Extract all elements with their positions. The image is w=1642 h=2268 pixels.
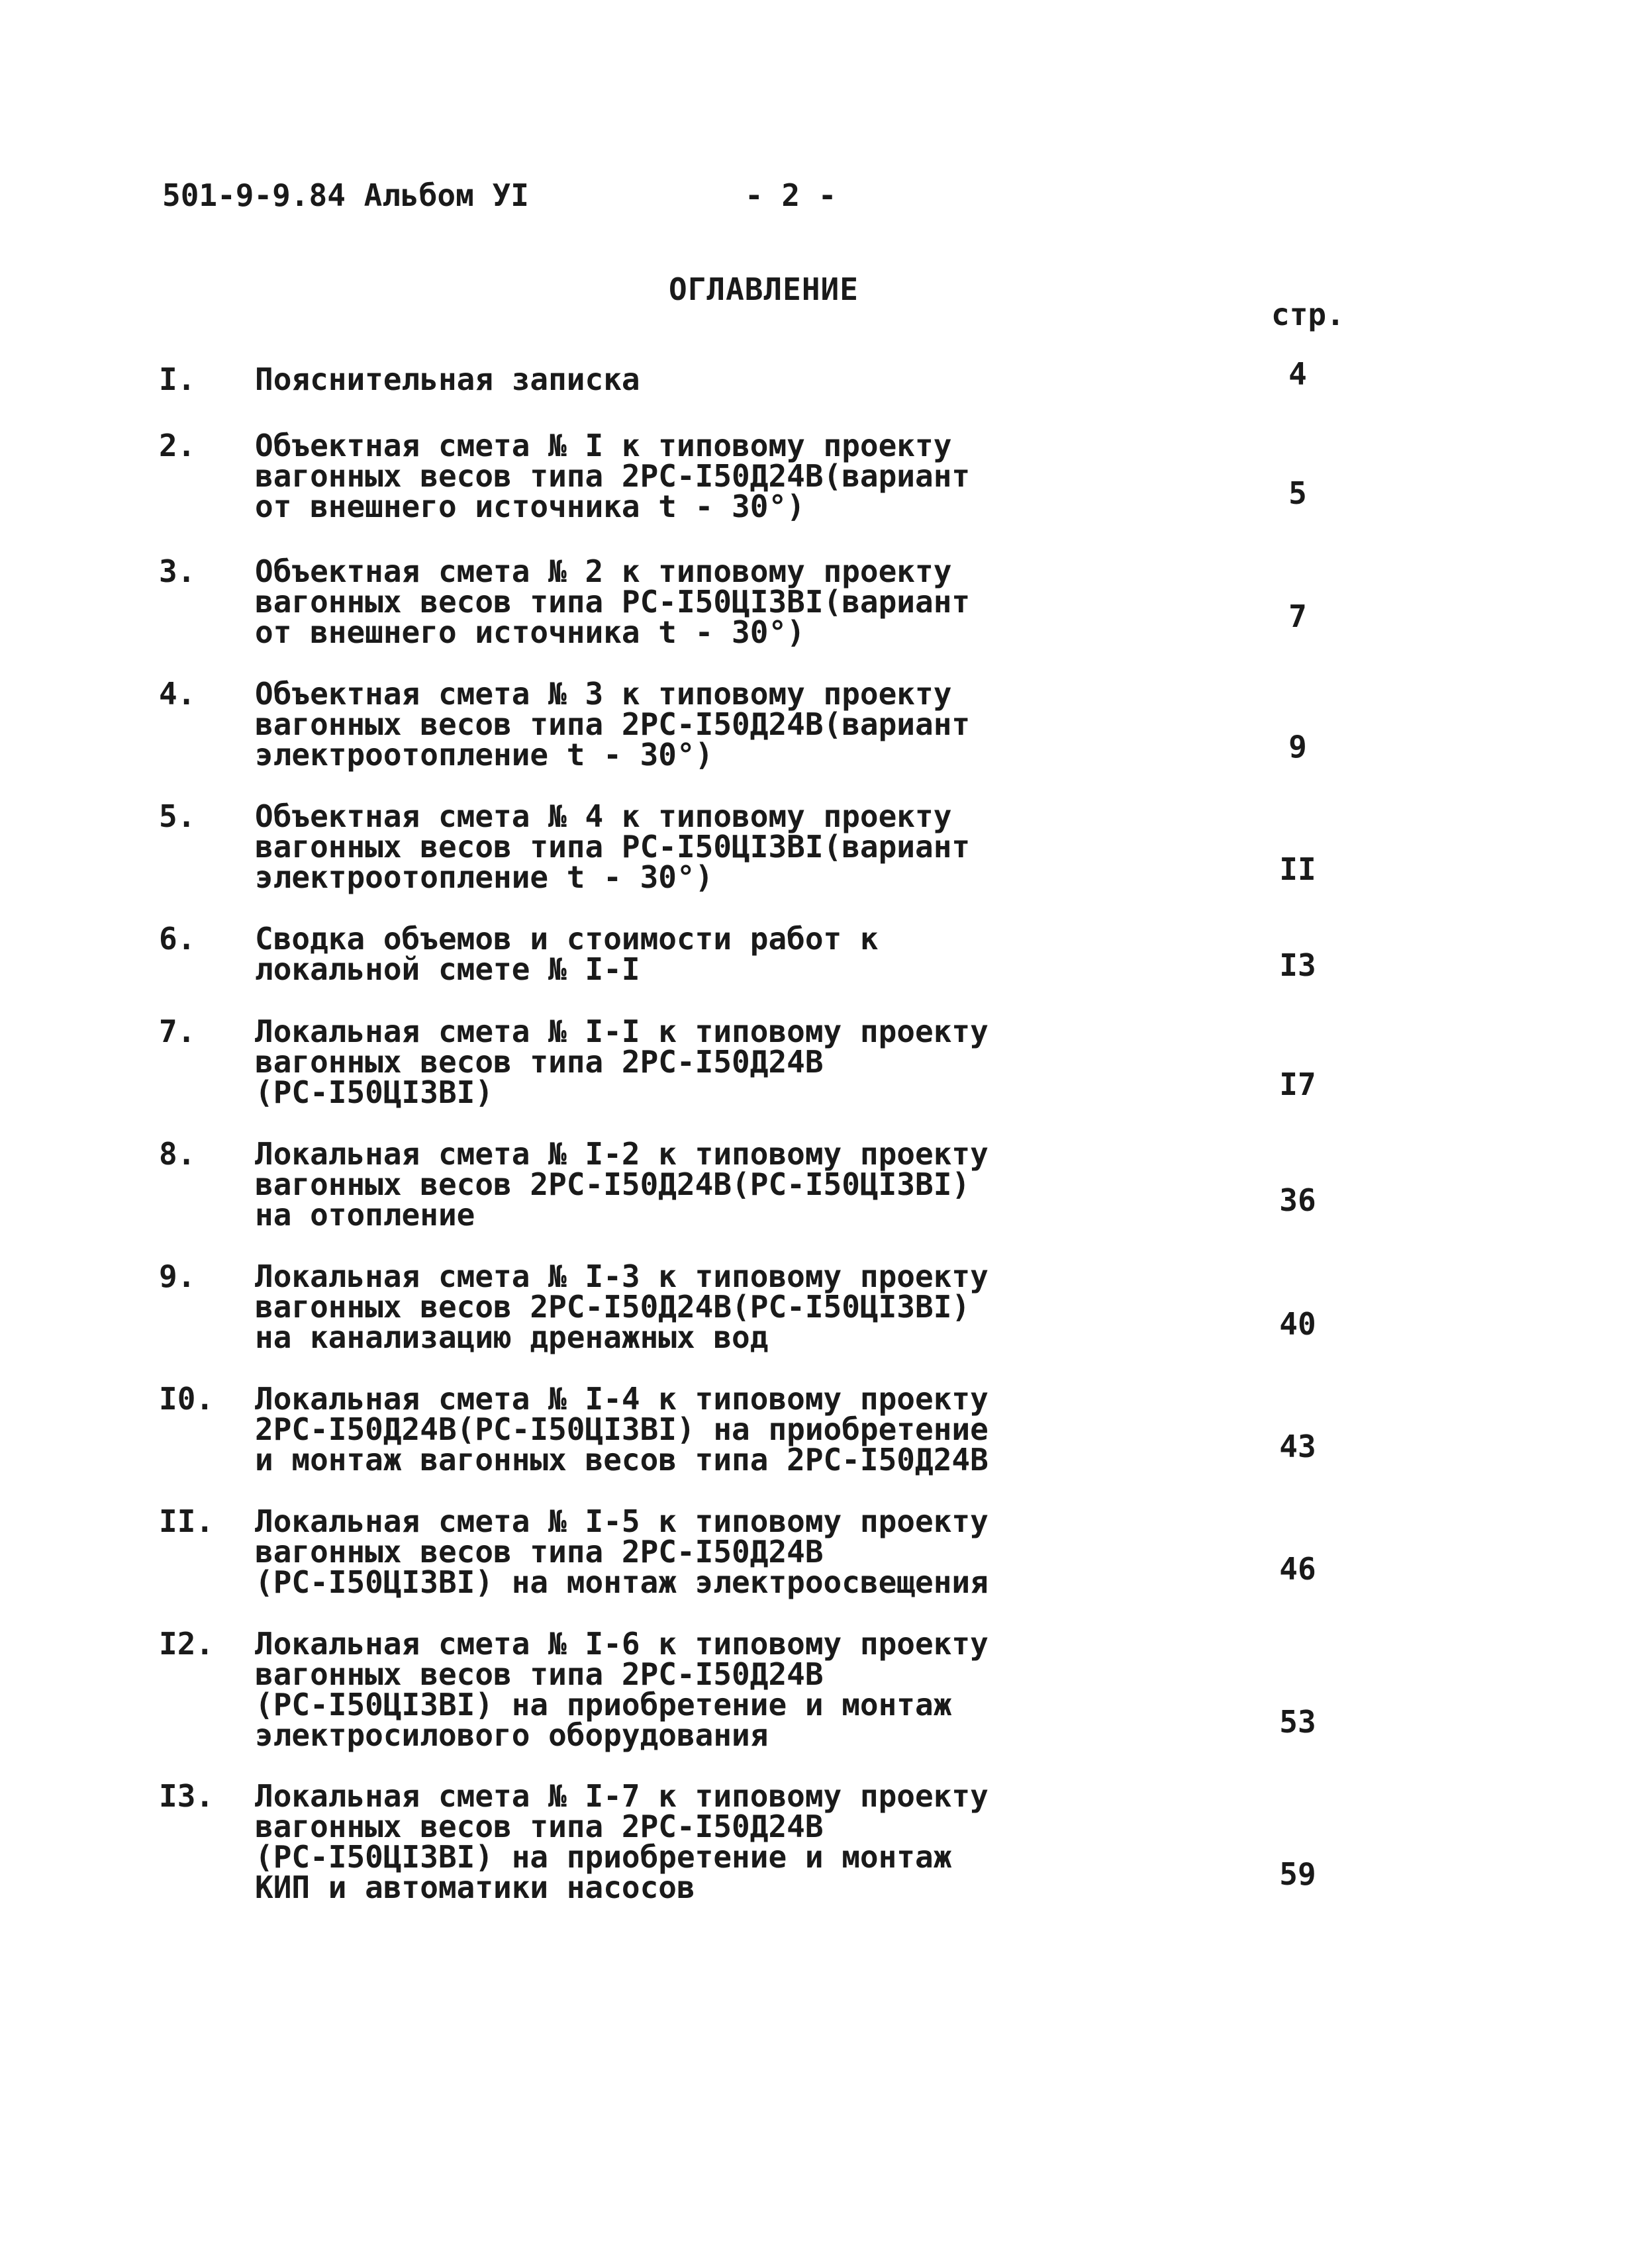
entry-title: Локальная смета № I-4 к типовому проекту 2РС-I50Д24В(РС-I50ЦI3ВI) на приобретение и монтаж вагонных весов типа 2РС-I50Д24В <box>255 1381 989 1478</box>
entry-number: I3. <box>159 1778 215 1814</box>
entry-title: Локальная смета № I-7 к типовому проекту вагонных весов типа 2РС-I50Д24В (РС-I50ЦI3ВI) на приобретение и монтаж КИП и автоматики насосов <box>255 1778 989 1905</box>
entry-page: 43 <box>1279 1429 1316 1464</box>
page-number: - 2 - <box>745 177 837 213</box>
page-header <box>162 177 1023 224</box>
entry-page: I7 <box>1279 1066 1316 1102</box>
entry-number: 4. <box>159 676 196 712</box>
document-code: 501-9-9.84 Альбом УI <box>162 177 529 213</box>
entry-number: 5. <box>159 798 196 834</box>
entry-page: 4 <box>1288 356 1307 392</box>
entry-title: Локальная смета № I-2 к типовому проекту вагонных весов 2РС-I50Д24В(РС-I50ЦI3ВI) на отопление <box>255 1136 989 1233</box>
entry-number: 6. <box>159 921 196 957</box>
entry-page: 5 <box>1288 475 1307 511</box>
entry-page: 9 <box>1288 729 1307 765</box>
entry-number: 9. <box>159 1258 196 1294</box>
entry-page: 46 <box>1279 1551 1316 1587</box>
entry-page: 59 <box>1279 1856 1316 1892</box>
entry-page: 36 <box>1279 1182 1316 1218</box>
entry-title: Объектная смета № 2 к типовому проекту вагонных весов типа РС-I50ЦI3ВI(вариант от внешнего источника t - 30°) <box>255 553 971 650</box>
entry-number: II. <box>159 1503 215 1539</box>
entry-number: 8. <box>159 1136 196 1172</box>
entry-title: Локальная смета № I-I к типовому проекту вагонных весов типа 2РС-I50Д24В (РС-I50ЦI3ВI) <box>255 1014 989 1110</box>
entry-title: Объектная смета № I к типовому проекту вагонных весов типа 2РС-I50Д24В(вариант от внешнего источника t - 30°) <box>255 428 971 524</box>
entry-page: 7 <box>1288 598 1307 634</box>
entry-title: Локальная смета № I-6 к типовому проекту вагонных весов типа 2РС-I50Д24В (РС-I50ЦI3ВI) на приобретение и монтаж электросилового оборудования <box>255 1626 989 1753</box>
entry-title: Локальная смета № I-3 к типовому проекту вагонных весов 2РС-I50Д24В(РС-I50ЦI3ВI) на канализацию дренажных вод <box>255 1258 989 1355</box>
entry-title: Объектная смета № 4 к типовому проекту вагонных весов типа РС-I50ЦI3ВI(вариант электроотопление t - 30°) <box>255 798 971 895</box>
entry-title: Локальная смета № I-5 к типовому проекту вагонных весов типа 2РС-I50Д24В (РС-I50ЦI3ВI) на монтаж электроосвещения <box>255 1503 989 1600</box>
entry-page: 53 <box>1279 1704 1316 1740</box>
entry-number: I2. <box>159 1626 215 1662</box>
page-column-label: стр. <box>1271 297 1345 332</box>
entry-page: I3 <box>1279 947 1316 983</box>
entry-number: 2. <box>159 428 196 463</box>
entry-number: 3. <box>159 553 196 589</box>
entry-page: II <box>1279 851 1316 887</box>
entry-number: I0. <box>159 1381 215 1417</box>
entry-number: I. <box>159 361 196 397</box>
entry-title: Сводка объемов и стоимости работ к локальной смете № I-I <box>255 921 879 987</box>
entry-number: 7. <box>159 1014 196 1049</box>
toc-title: ОГЛАВЛЕНИЕ <box>669 271 859 307</box>
entry-title: Пояснительная записка <box>255 361 640 397</box>
entry-page: 40 <box>1279 1306 1316 1342</box>
entry-title: Объектная смета № 3 к типовому проекту вагонных весов типа 2РС-I50Д24В(вариант электроотопление t - 30°) <box>255 676 971 773</box>
